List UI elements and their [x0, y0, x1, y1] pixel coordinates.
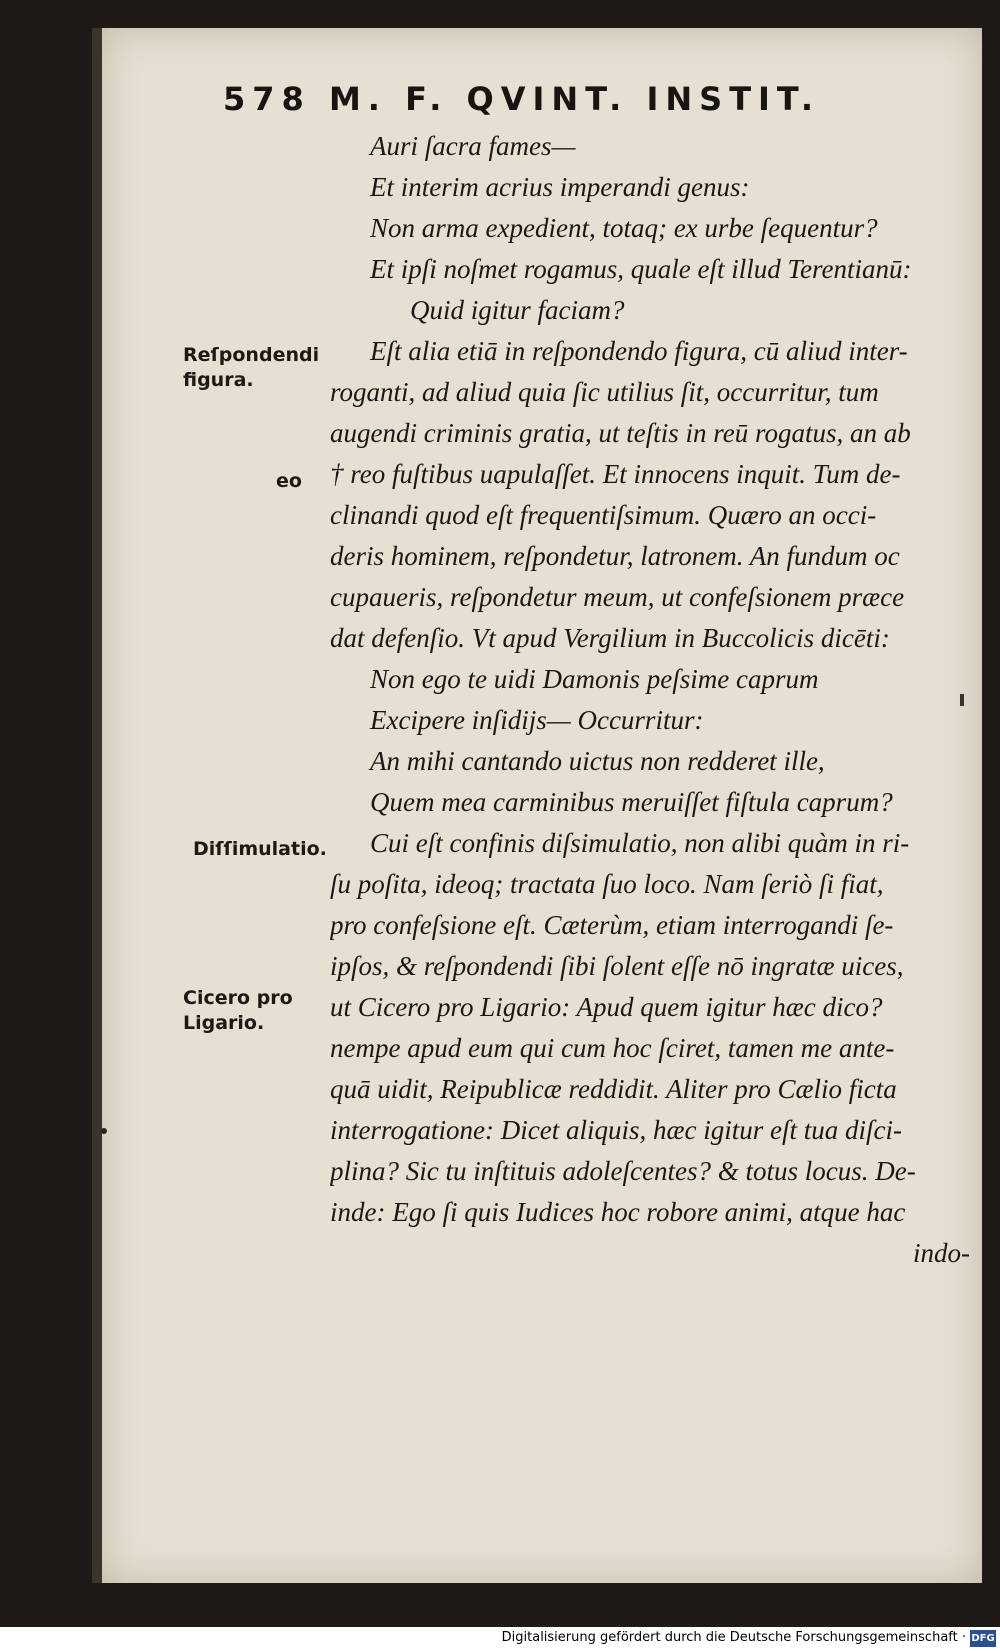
- body-text: [330, 126, 978, 1274]
- marginal-note-dissimulatio: Diſſimulatio.: [193, 838, 327, 860]
- text-line-13: dat defenſio. Vt apud Vergilium in Buccolicis dicēti:: [330, 623, 890, 653]
- stray-mark: [960, 694, 964, 706]
- text-line-20: pro confeſsione eſt. Cæterùm, etiam interrogandi ſe-: [330, 910, 894, 940]
- page-edge-shadow: [92, 28, 102, 1583]
- text-line-18: Cui eſt confinis diſsimulatio, non alibi quàm in ri-: [370, 828, 910, 858]
- text-line-8: augendi criminis gratia, ut teſtis in reū rogatus, an ab: [330, 418, 911, 448]
- text-line-14: Non ego te uidi Damonis peſsime caprum: [370, 664, 819, 694]
- text-line-25: interrogatione: Dicet aliquis, hæc igitur eſt tua diſci-: [330, 1115, 902, 1145]
- digitization-footer: [0, 1627, 1000, 1651]
- text-line-27: inde: Ego ſi quis Iudices hoc robore animi, atque hac: [330, 1197, 906, 1227]
- footer-credit: Digitalisierung gefördert durch die Deutsche Forschungsgemeinschaft ·: [501, 1630, 966, 1645]
- text-line-21: ipſos, & reſpondendi ſibi ſolent eſſe nō ingratæ uices,: [330, 951, 904, 981]
- marginal-note-cicero-1: Cicero pro: [183, 987, 293, 1009]
- stray-dot: [101, 1128, 107, 1134]
- text-line-5: Quid igitur faciam?: [410, 295, 625, 325]
- text-line-9: † reo fuſtibus uapulaſſet. Et innocens inquit. Tum de-: [330, 459, 901, 489]
- text-line-6: Eſt alia etiā in reſpondendo figura, cū aliud inter-: [370, 336, 908, 366]
- text-line-16: An mihi cantando uictus non redderet ille,: [370, 746, 825, 776]
- catchword: indo-: [913, 1238, 970, 1268]
- text-line-7: roganti, ad aliud quia ſic utilius ſit, occurritur, tum: [330, 377, 879, 407]
- marginal-note-respondendi-1: Reſpondendi: [183, 344, 320, 366]
- dfg-logo: DFG: [970, 1630, 996, 1647]
- text-line-23: nempe apud eum qui cum hoc ſciret, tamen me ante-: [330, 1033, 895, 1063]
- text-line-1: Auri ſacra fames—: [370, 131, 576, 161]
- text-line-22: ut Cicero pro Ligario: Apud quem igitur hæc dico?: [330, 992, 883, 1022]
- text-line-15: Excipere inſidijs— Occurritur:: [370, 705, 704, 735]
- running-head: 578 M. F. QVINT. INSTIT.: [223, 80, 821, 118]
- text-line-19: ſu poſita, ideoq; tractata ſuo loco. Nam ſeriò ſi fiat,: [330, 869, 884, 899]
- text-line-24: quā uidit, Reipublicæ reddidit. Aliter pro Cælio ficta: [330, 1074, 897, 1104]
- text-line-4: Et ipſi noſmet rogamus, quale eſt illud Terentianū:: [370, 254, 912, 284]
- marginal-note-respondendi-2: figura.: [183, 369, 254, 391]
- text-line-17: Quem mea carminibus meruiſſet fiſtula caprum?: [370, 787, 893, 817]
- text-line-2: Et interim acrius imperandi genus:: [370, 172, 750, 202]
- marginal-note-cicero-2: Ligario.: [183, 1012, 265, 1034]
- text-line-10: clinandi quod eſt frequentiſsimum. Quæro an occi-: [330, 500, 877, 530]
- text-line-12: cupaueris, reſpondetur meum, ut confeſsionem præce: [330, 582, 905, 612]
- text-line-26: plina? Sic tu inſtituis adoleſcentes? & totus locus. De-: [330, 1156, 916, 1186]
- marginal-note-eo: eo: [276, 470, 302, 492]
- text-line-3: Non arma expedient, totaq; ex urbe ſequentur?: [370, 213, 878, 243]
- text-line-11: deris hominem, reſpondetur, latronem. An fundum oc: [330, 541, 900, 571]
